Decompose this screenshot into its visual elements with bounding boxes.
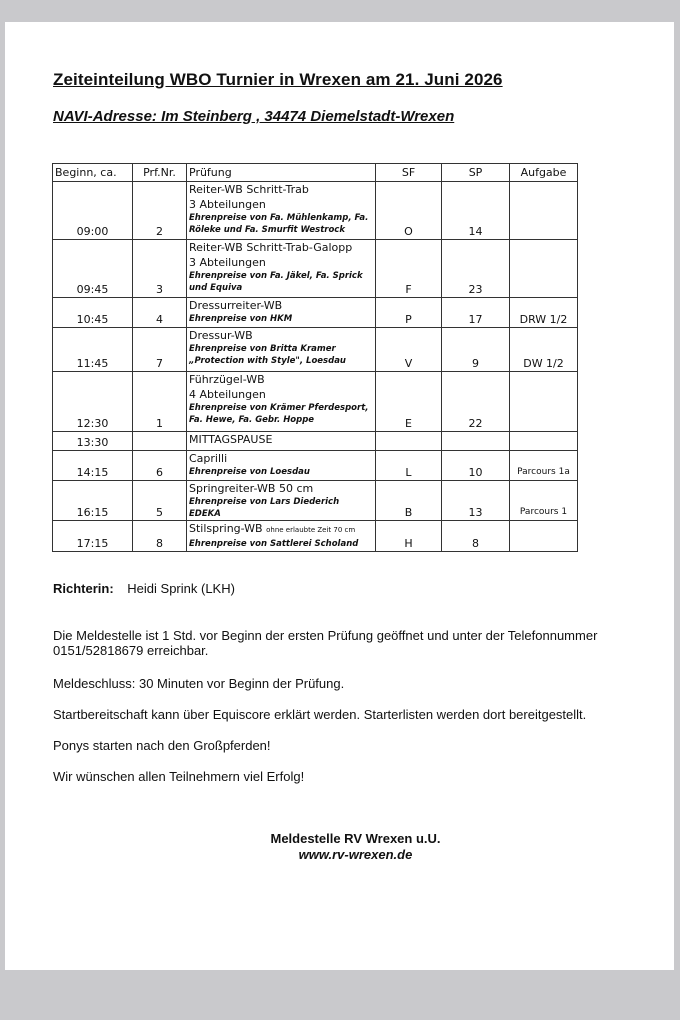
pruefung-note: ohne erlaubte Zeit 70 cm: [266, 526, 356, 534]
cell-sp: 22: [442, 372, 510, 432]
pruefung-line-wrap: [189, 521, 373, 538]
cell-prfnr: 6: [133, 451, 187, 481]
cell-pruefung: [187, 432, 376, 451]
cell-pruefung: [187, 481, 376, 521]
sponsor-text: Ehrenpreise von Fa. Jäkel, Fa. Sprick und Equiva: [189, 271, 363, 293]
cell-sf: P: [376, 298, 442, 328]
pruefung-line: Springreiter-WB 50 cm: [189, 482, 314, 495]
table-row: [53, 372, 578, 432]
header-beginn: Beginn, ca.: [53, 164, 133, 182]
cell-aufgabe: DW 1/2: [510, 328, 578, 372]
paragraph-erfolg: Wir wünschen allen Teilnehmern viel Erfolg!: [53, 769, 305, 784]
footer-url: www.rv-wrexen.de: [298, 847, 413, 862]
cell-sp: 13: [442, 481, 510, 521]
pruefung-line: Führzügel-WB: [189, 373, 265, 386]
pruefung-line: 3 Abteilungen: [189, 256, 266, 269]
table-row: [53, 432, 578, 451]
cell-beginn: 11:45: [53, 328, 133, 372]
schedule-body: [53, 182, 578, 552]
header-sp: SP: [442, 164, 510, 182]
cell-sp: 23: [442, 240, 510, 298]
sponsor-text: Ehrenpreise von HKM: [189, 314, 293, 324]
cell-aufgabe: Parcours 1: [510, 481, 578, 521]
cell-prfnr: 1: [133, 372, 187, 432]
sponsor-text: Ehrenpreise von Loesdau: [189, 467, 310, 477]
sponsor-text: Ehrenpreise von Sattlerei Scholand: [189, 539, 359, 549]
cell-aufgabe: [510, 372, 578, 432]
cell-aufgabe: Parcours 1a: [510, 451, 578, 481]
cell-sp: 8: [442, 521, 510, 552]
header-sf: SF: [376, 164, 442, 182]
cell-beginn: 12:30: [53, 372, 133, 432]
cell-prfnr: 4: [133, 298, 187, 328]
header-prfnr: Prf.Nr.: [133, 164, 187, 182]
pruefung-line: 4 Abteilungen: [189, 388, 266, 401]
cell-sp: 17: [442, 298, 510, 328]
schedule-table: [52, 163, 578, 552]
cell-aufgabe: DRW 1/2: [510, 298, 578, 328]
cell-sp: [442, 432, 510, 451]
paragraph-startbereitschaft: Startbereitschaft kann über Equiscore erklärt werden. Starterlisten werden dort bereitgestellt.: [53, 707, 587, 722]
cell-prfnr: 5: [133, 481, 187, 521]
cell-prfnr: 2: [133, 182, 187, 240]
table-row: [53, 451, 578, 481]
paragraph-ponys: Ponys starten nach den Großpferden!: [53, 738, 271, 753]
cell-sf: F: [376, 240, 442, 298]
cell-sp: 10: [442, 451, 510, 481]
cell-beginn: 17:15: [53, 521, 133, 552]
sponsor-text: Ehrenpreise von Fa. Mühlenkamp, Fa. Röleke und Fa. Smurfit Westrock: [189, 213, 369, 235]
cell-prfnr: 8: [133, 521, 187, 552]
table-row: [53, 328, 578, 372]
sponsor-text: Ehrenpreise von Lars Diederich EDEKA: [189, 497, 340, 519]
table-row: [53, 481, 578, 521]
cell-prfnr: 7: [133, 328, 187, 372]
table-row: [53, 521, 578, 552]
pruefung-line: Reiter-WB Schritt-Trab: [189, 183, 309, 196]
document-page: [5, 22, 674, 970]
cell-sf: H: [376, 521, 442, 552]
sponsor-text: Ehrenpreise von Britta Kramer „Protection with Style", Loesdau: [189, 344, 346, 366]
cell-beginn: 13:30: [53, 432, 133, 451]
table-row: [53, 182, 578, 240]
cell-sp: 14: [442, 182, 510, 240]
pruefung-line: Reiter-WB Schritt-Trab-Galopp: [189, 241, 353, 254]
table-header-row: [53, 164, 578, 182]
cell-sf: B: [376, 481, 442, 521]
footer-organizer: Meldestelle RV Wrexen u.U.: [270, 831, 441, 846]
navi-address: NAVI-Adresse: Im Steinberg , 34474 Diemelstadt-Wrexen: [53, 108, 455, 125]
cell-sf: V: [376, 328, 442, 372]
header-aufgabe: Aufgabe: [510, 164, 578, 182]
cell-beginn: 14:15: [53, 451, 133, 481]
cell-sf: O: [376, 182, 442, 240]
cell-aufgabe: [510, 182, 578, 240]
pruefung-line: Caprilli: [189, 452, 228, 465]
cell-pruefung: [187, 298, 376, 328]
cell-sp: 9: [442, 328, 510, 372]
cell-beginn: 09:45: [53, 240, 133, 298]
paragraph-meldestelle: Die Meldestelle ist 1 Std. vor Beginn der ersten Prüfung geöffnet und unter der Telefonnummer 0151/52818679 erreichbar.: [53, 628, 598, 658]
pruefung-line: Dressurreiter-WB: [189, 299, 283, 312]
richter-line: [53, 581, 235, 596]
cell-beginn: 16:15: [53, 481, 133, 521]
sponsor-text: Ehrenpreise von Krämer Pferdesport, Fa. Hewe, Fa. Gebr. Hoppe: [189, 403, 369, 425]
cell-pruefung: [187, 521, 376, 552]
cell-pruefung: [187, 372, 376, 432]
cell-beginn: 09:00: [53, 182, 133, 240]
cell-beginn: 10:45: [53, 298, 133, 328]
cell-pruefung: [187, 182, 376, 240]
cell-sf: E: [376, 372, 442, 432]
cell-pruefung: [187, 451, 376, 481]
paragraph-meldeschluss: Meldeschluss: 30 Minuten vor Beginn der Prüfung.: [53, 676, 345, 691]
cell-aufgabe: [510, 521, 578, 552]
cell-aufgabe: [510, 432, 578, 451]
cell-aufgabe: [510, 240, 578, 298]
pruefung-line: Dressur-WB: [189, 329, 253, 342]
cell-prfnr: [133, 432, 187, 451]
cell-sf: L: [376, 451, 442, 481]
cell-prfnr: 3: [133, 240, 187, 298]
richter-name: Heidi Sprink (LKH): [127, 581, 235, 596]
cell-pruefung: [187, 240, 376, 298]
cell-pruefung: [187, 328, 376, 372]
table-row: [53, 240, 578, 298]
table-row: [53, 298, 578, 328]
richter-label: Richterin:: [53, 581, 114, 596]
header-pruefung: Prüfung: [187, 164, 376, 182]
pruefung-line: MITTAGSPAUSE: [189, 433, 273, 446]
pruefung-line: Stilspring-WB: [189, 522, 263, 535]
cell-sf: [376, 432, 442, 451]
pruefung-line: 3 Abteilungen: [189, 198, 266, 211]
page-title: Zeiteinteilung WBO Turnier in Wrexen am 21. Juni 2026: [53, 70, 503, 89]
